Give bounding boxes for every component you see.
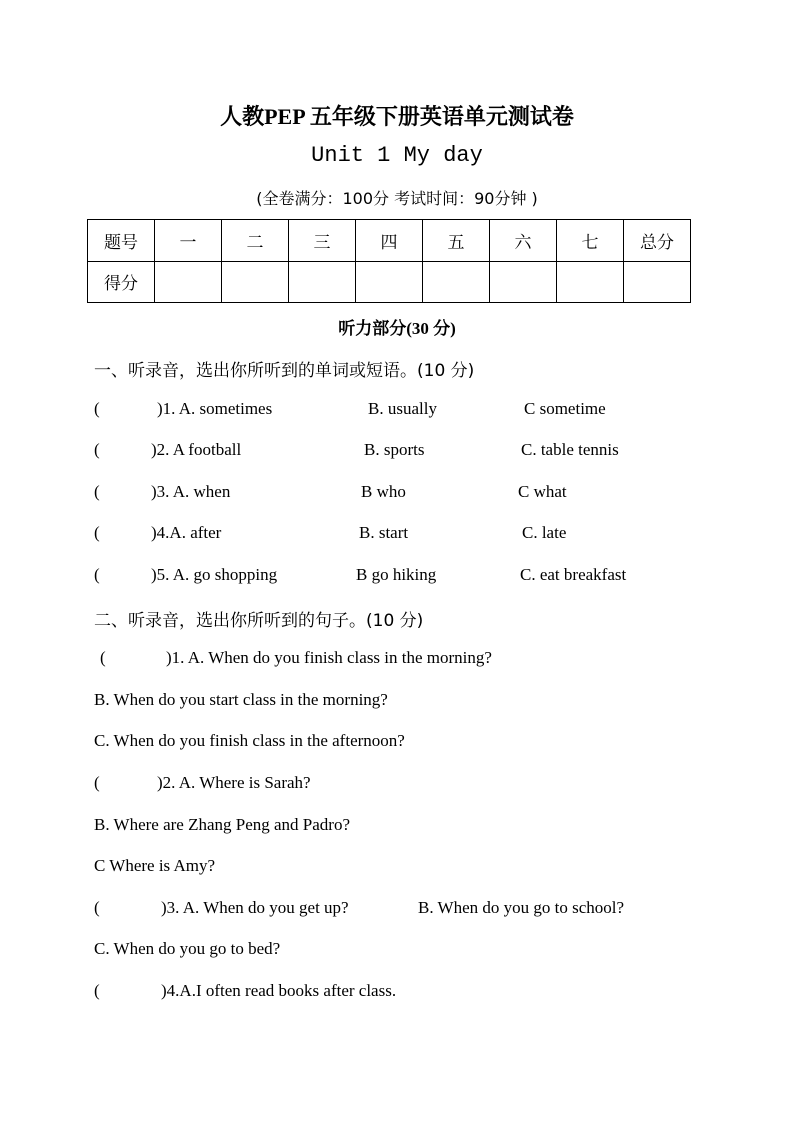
question-option-b: B. sports — [364, 440, 425, 459]
sentence-option-a: )3. A. When do you get up? — [161, 898, 349, 917]
listening-heading: 听力部分(30 分) — [338, 319, 456, 338]
question-option-c: C what — [518, 482, 567, 501]
question-option-a: )1. A. sometimes — [157, 399, 273, 418]
score-table-score-row — [88, 261, 691, 303]
table-cell: 三 — [289, 220, 356, 262]
page-title: 人教PEP 五年级下册英语单元测试卷 — [220, 104, 574, 129]
question-option-a: )5. A. go shopping — [151, 565, 278, 584]
question-option-a: )3. A. when — [151, 482, 231, 501]
score-cell[interactable] — [423, 261, 490, 303]
score-cell[interactable] — [155, 261, 222, 303]
question-option-b: B go hiking — [356, 565, 437, 584]
answer-paren[interactable]: ( — [94, 440, 100, 459]
table-cell: 五 — [423, 220, 490, 262]
answer-paren[interactable]: ( — [94, 773, 100, 792]
question-option-c: C. table tennis — [521, 440, 619, 459]
unit-subtitle: Unit 1 My day — [311, 143, 483, 168]
table-cell: 七 — [557, 220, 624, 262]
score-table — [87, 219, 691, 303]
question-option-a: )2. A football — [151, 440, 242, 459]
score-cell[interactable] — [490, 261, 557, 303]
section-1-title: 一、听录音，选出你所听到的单词或短语。(10 分) — [94, 361, 475, 381]
sentence-option-b: B. When do you start class in the morning? — [94, 690, 388, 709]
score-cell[interactable] — [557, 261, 624, 303]
answer-paren[interactable]: ( — [94, 399, 100, 418]
question-option-c: C sometime — [524, 399, 606, 418]
question-option-b: B. start — [359, 523, 409, 542]
question-option-c: C. late — [522, 523, 567, 542]
table-cell: 题号 — [88, 220, 155, 262]
table-cell: 六 — [490, 220, 557, 262]
score-cell[interactable] — [222, 261, 289, 303]
answer-paren[interactable]: ( — [94, 523, 100, 542]
question-option-a: )4.A. after — [151, 523, 222, 542]
table-cell: 总分 — [624, 220, 691, 262]
sentence-option-b: B. When do you go to school? — [418, 898, 625, 917]
sentence-option-a: )2. A. Where is Sarah? — [157, 773, 311, 792]
answer-paren[interactable]: ( — [94, 898, 100, 917]
question-option-b: B who — [361, 482, 406, 501]
question-option-c: C. eat breakfast — [520, 565, 627, 584]
score-cell[interactable] — [289, 261, 356, 303]
answer-paren[interactable]: ( — [94, 981, 100, 1000]
table-cell: 四 — [356, 220, 423, 262]
sentence-option-b: B. Where are Zhang Peng and Padro? — [94, 815, 351, 834]
answer-paren[interactable]: ( — [100, 648, 106, 667]
sentence-option-c: C Where is Amy? — [94, 856, 216, 875]
exam-info: (全卷满分：100分 考试时间：90分钟 ) — [256, 189, 538, 208]
sentence-option-a: )4.A.I often read books after class. — [161, 981, 397, 1000]
answer-paren[interactable]: ( — [94, 565, 100, 584]
section-2-title: 二、听录音，选出你所听到的句子。(10 分) — [94, 611, 424, 631]
answer-paren[interactable]: ( — [94, 482, 100, 501]
score-table-header-row — [88, 220, 691, 262]
score-cell[interactable] — [624, 261, 691, 303]
table-cell: 一 — [155, 220, 222, 262]
sentence-option-c: C. When do you go to bed? — [94, 939, 281, 958]
table-cell: 得分 — [88, 261, 155, 303]
table-cell: 二 — [222, 220, 289, 262]
sentence-option-c: C. When do you finish class in the afternoon? — [94, 731, 405, 750]
score-cell[interactable] — [356, 261, 423, 303]
sentence-option-a: )1. A. When do you finish class in the morning? — [166, 648, 492, 667]
question-option-b: B. usually — [368, 399, 437, 418]
